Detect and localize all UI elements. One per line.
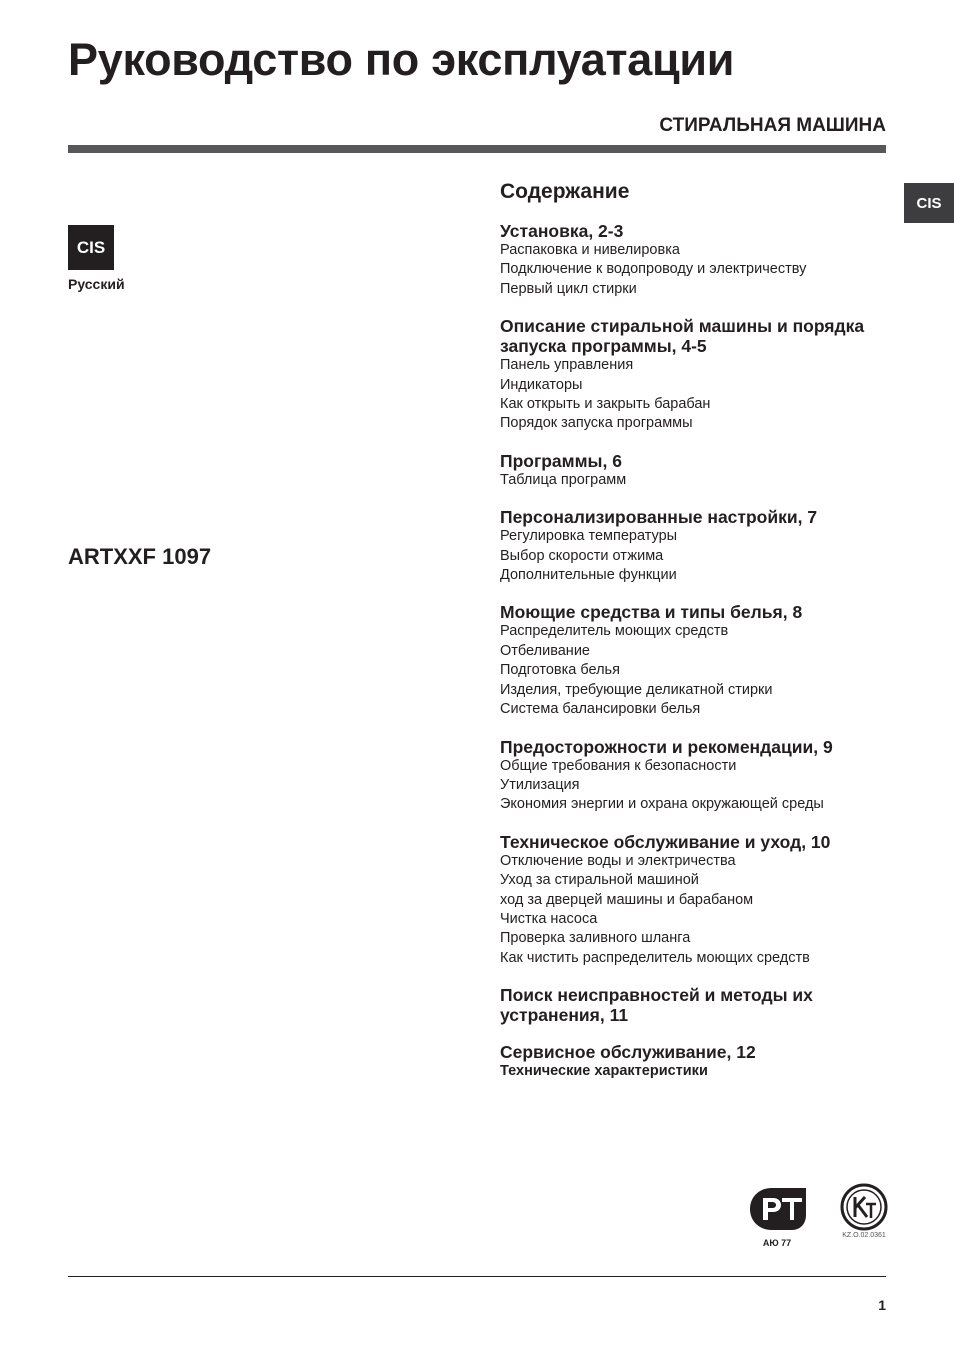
- toc-item: Первый цикл стирки: [500, 280, 637, 297]
- toc-item: Изделия, требующие деликатной стирки: [500, 681, 773, 698]
- toc-item: Панель управления: [500, 357, 634, 374]
- toc-section-title: Установка, 2-3: [500, 221, 624, 241]
- rostest-certification: [748, 1184, 808, 1250]
- toc-item: Таблица программ: [500, 471, 627, 488]
- model-number: ARTXXF 1097: [68, 544, 212, 569]
- toc-section-title: Техническое обслуживание и уход, 10: [500, 831, 831, 852]
- toc-section: [500, 1042, 890, 1081]
- toc-section-title: Описание стиральной машины и порядка запуска программы, 4-5: [500, 316, 865, 357]
- toc-item: Чистка насоса: [500, 910, 598, 927]
- toc-section: [500, 507, 890, 585]
- toc-item: Уход за стиральной машиной: [500, 872, 699, 889]
- toc-section-title: Поиск неисправностей и методы их устранения, 11: [500, 985, 813, 1026]
- product-type: СТИРАЛЬНАЯ МАШИНА: [659, 115, 886, 136]
- toc-item: Технические характеристики: [500, 1063, 708, 1080]
- toc-item: Выбор скорости отжима: [500, 547, 664, 564]
- toc-section: [500, 316, 890, 434]
- rostest-mark-icon: [748, 1184, 808, 1236]
- toc-item: Распределитель моющих средств: [500, 623, 729, 640]
- toc-section: [500, 985, 890, 1025]
- kz-mark-icon: [838, 1182, 890, 1232]
- language-badge: CIS: [68, 225, 114, 270]
- toc-item: Общие требования к безопасности: [500, 757, 737, 774]
- toc-section-title: Предосторожности и рекомендации, 9: [500, 736, 833, 757]
- page-title: Руководство по эксплуатации: [68, 34, 735, 85]
- toc-section-title: Моющие средства и типы белья, 8: [500, 602, 803, 623]
- toc-section-title: Персонализированные настройки, 7: [500, 507, 818, 528]
- language-name: Русский: [68, 276, 125, 292]
- language-side-tab: CIS: [904, 183, 954, 223]
- toc-item: Система балансировки белья: [500, 701, 701, 718]
- toc-section: [500, 451, 890, 490]
- toc-section-title: Сервисное обслуживание, 12: [500, 1042, 756, 1063]
- table-of-contents: [500, 178, 890, 1099]
- toc-item: Проверка заливного шланга: [500, 930, 691, 947]
- toc-section-title: Программы, 6: [500, 450, 622, 471]
- toc-item: ход за дверцей машины и барабаном: [500, 891, 754, 908]
- kz-code: KZ.O.02.0361: [842, 1232, 886, 1239]
- toc-section: [500, 832, 890, 968]
- toc-item: Утилизация: [500, 776, 580, 793]
- toc-item: Регулировка температуры: [500, 528, 678, 545]
- toc-item: Экономия энергии и охрана окружающей среды: [500, 796, 824, 813]
- header-divider: [68, 145, 886, 153]
- toc-item: Как чистить распределитель моющих средств: [500, 949, 810, 966]
- rostest-code: АЮ 77: [762, 1238, 792, 1248]
- toc-sections: [500, 221, 890, 1082]
- toc-item: Дополнительные функции: [500, 567, 677, 584]
- toc-section: [500, 602, 890, 719]
- toc-section: [500, 737, 890, 815]
- toc-heading: Содержание: [500, 180, 630, 203]
- toc-item: Отключение воды и электричества: [500, 852, 736, 869]
- toc-item: Индикаторы: [500, 376, 583, 393]
- toc-item: Подготовка белья: [500, 662, 620, 679]
- toc-section: [500, 221, 890, 299]
- toc-item: Отбеливание: [500, 642, 590, 659]
- kz-certification: [838, 1182, 890, 1242]
- toc-item: Порядок запуска программы: [500, 415, 693, 432]
- toc-item: Подключение к водопроводу и электричеству: [500, 261, 807, 278]
- page-number: 1: [878, 1297, 886, 1313]
- toc-item: Как открыть и закрыть барабан: [500, 396, 711, 413]
- footer-divider: [68, 1276, 886, 1277]
- toc-item: Распаковка и нивелировка: [500, 242, 680, 258]
